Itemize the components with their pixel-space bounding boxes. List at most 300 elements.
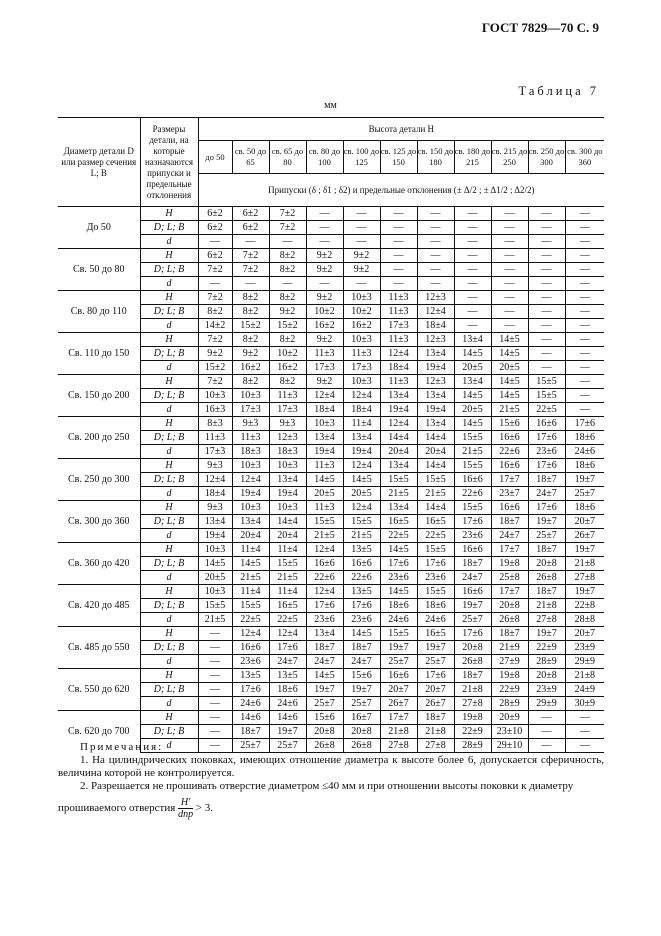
value-cell: — [528,739,565,753]
note-1: 1. На цилиндрических поковках, имеющих отношение диаметра к высоте более 6, допускается сферичность, величина которой не контролируется. [58,754,604,779]
value-cell: 9±2 [306,291,343,305]
value-cell: — [565,207,604,221]
value-cell: 11±3 [232,431,269,445]
value-cell: 15±5 [528,375,565,389]
dimension-symbol: d [140,613,198,627]
value-cell: 12±4 [343,459,380,473]
value-cell: 18±7 [417,711,454,725]
height-range-9: св. 250 до 300 [528,141,565,174]
row-label: Св. 150 до 200 [58,375,140,417]
value-cell: 9±2 [306,333,343,347]
value-cell: 19±8 [491,557,528,571]
value-cell: 20±8 [528,557,565,571]
value-cell: 10±3 [232,459,269,473]
value-cell: 20±7 [565,627,604,641]
value-cell: 21±5 [380,487,417,501]
value-cell: 8±2 [269,333,306,347]
value-cell: 22±5 [380,529,417,543]
value-cell: 15±5 [417,585,454,599]
dimension-symbol: d [140,697,198,711]
height-range-1: св. 50 до 65 [232,141,269,174]
value-cell: — [198,655,232,669]
value-cell: 27±8 [454,697,491,711]
value-cell: — [528,221,565,235]
table-row [58,543,604,557]
value-cell: 25±8 [491,571,528,585]
dimension-symbol: d [140,739,198,753]
value-cell: — [528,235,565,249]
value-cell: 17±7 [491,473,528,487]
value-cell: 12±3 [417,375,454,389]
dimension-symbol: d [140,655,198,669]
value-cell: 23±6 [232,655,269,669]
value-cell: 26±8 [491,613,528,627]
value-cell: 21±5 [269,571,306,585]
value-cell: — [417,235,454,249]
value-cell: 14±5 [491,333,528,347]
value-cell: 14±5 [232,557,269,571]
value-cell: 25±7 [565,487,604,501]
value-cell: 23±6 [306,613,343,627]
dimension-symbol: D; L; B [140,557,198,571]
value-cell: 17±6 [454,515,491,529]
row-label: Св. 50 до 80 [58,249,140,291]
value-cell: 16±7 [343,711,380,725]
value-cell: 29±10 [491,739,528,753]
value-cell: 11±3 [306,501,343,515]
value-cell: 24±6 [232,697,269,711]
value-cell: 19±4 [417,361,454,375]
row-label: Св. 300 до 360 [58,501,140,543]
value-cell: 27±8 [528,613,565,627]
value-cell: 14±4 [380,431,417,445]
table-head [58,118,604,207]
value-cell: 11±4 [269,585,306,599]
col-header-height: Высота детали H [198,118,604,141]
value-cell: 17±7 [491,585,528,599]
value-cell: 19±4 [417,403,454,417]
value-cell: 20±8 [491,599,528,613]
value-cell: 24±9 [565,683,604,697]
value-cell: — [454,305,491,319]
row-label: Св. 250 до 300 [58,459,140,501]
value-cell: 18±7 [528,585,565,599]
value-cell: — [380,263,417,277]
table-row [58,319,604,333]
value-cell: — [565,305,604,319]
value-cell: — [565,739,604,753]
value-cell: — [565,221,604,235]
value-cell: 18±6 [380,599,417,613]
value-cell: — [491,235,528,249]
table-row [58,487,604,501]
value-cell: 21±9 [491,641,528,655]
value-cell: — [417,263,454,277]
value-cell: 11±3 [343,347,380,361]
value-cell: 12±3 [269,431,306,445]
value-cell: — [454,291,491,305]
value-cell: — [565,263,604,277]
table-row [58,333,604,347]
value-cell: — [491,249,528,263]
value-cell: — [565,347,604,361]
value-cell: 14±5 [454,389,491,403]
value-cell: — [198,235,232,249]
value-cell: 10±3 [343,333,380,347]
table-row [58,725,604,739]
value-cell: — [528,207,565,221]
value-cell: 14±5 [343,473,380,487]
table-row [58,613,604,627]
note-2-formula-line [58,797,604,820]
value-cell: 19±7 [565,543,604,557]
dimension-symbol: H [140,333,198,347]
value-cell: 11±4 [232,585,269,599]
value-cell: — [343,277,380,291]
value-cell: 16±5 [417,627,454,641]
value-cell: 14±5 [454,347,491,361]
value-cell: 27±8 [380,739,417,753]
value-cell: 13±4 [232,515,269,529]
value-cell: 12±4 [343,501,380,515]
value-cell: 22±5 [417,529,454,543]
value-cell: 15±5 [417,543,454,557]
value-cell: 11±3 [380,375,417,389]
value-cell: 23±6 [454,529,491,543]
value-cell: — [380,221,417,235]
dimension-symbol: d [140,277,198,291]
value-cell: — [454,319,491,333]
value-cell: 13±4 [198,515,232,529]
table-row [58,291,604,305]
value-cell: 19±7 [528,515,565,529]
value-cell: 12±4 [306,543,343,557]
value-cell: 23±6 [343,613,380,627]
row-label: Св. 360 до 420 [58,543,140,585]
value-cell: 16±5 [269,599,306,613]
value-cell: 26±7 [380,697,417,711]
value-cell: 14±2 [198,319,232,333]
value-cell: 24±7 [343,655,380,669]
value-cell: 25±7 [417,655,454,669]
value-cell: 19±4 [269,487,306,501]
value-cell: — [198,683,232,697]
value-cell: — [528,291,565,305]
value-cell: 16±6 [491,459,528,473]
value-cell: 24±6 [380,613,417,627]
value-cell: — [491,277,528,291]
value-cell: 8±2 [232,305,269,319]
dimension-symbol: D; L; B [140,683,198,697]
table-row [58,571,604,585]
dimension-symbol: D; L; B [140,431,198,445]
value-cell: 11±3 [269,389,306,403]
value-cell: — [380,207,417,221]
value-cell: 11±3 [306,347,343,361]
table-row [58,431,604,445]
value-cell: 14±5 [491,389,528,403]
dimension-symbol: H [140,711,198,725]
value-cell: — [565,249,604,263]
value-cell: 17±6 [269,641,306,655]
value-cell: 15±5 [232,599,269,613]
value-cell: 6±2 [198,207,232,221]
value-cell: — [528,277,565,291]
table-row [58,207,604,221]
value-cell: 28±8 [565,613,604,627]
value-cell: 21±5 [343,529,380,543]
value-cell: 28±9 [528,655,565,669]
value-cell: 13±5 [343,543,380,557]
value-cell: 18±7 [306,641,343,655]
value-cell: 21±8 [417,725,454,739]
value-cell: 18±6 [565,501,604,515]
value-cell: 7±2 [269,207,306,221]
dimension-symbol: d [140,403,198,417]
table-row [58,529,604,543]
value-cell: 14±4 [417,501,454,515]
value-cell: — [565,333,604,347]
value-cell: 7±2 [198,263,232,277]
value-cell: 9±2 [232,347,269,361]
height-range-2: св. 65 до 80 [269,141,306,174]
dimension-symbol: H [140,501,198,515]
value-cell: 20±8 [343,725,380,739]
value-cell: 10±2 [306,305,343,319]
table-row [58,641,604,655]
value-cell: 20±4 [380,445,417,459]
value-cell: — [198,697,232,711]
dimension-symbol: d [140,319,198,333]
value-cell: 11±4 [343,417,380,431]
value-cell: 12±4 [343,389,380,403]
value-cell: 12±4 [417,305,454,319]
value-cell: 25±7 [380,655,417,669]
value-cell: 9±2 [306,263,343,277]
value-cell: 17±6 [528,459,565,473]
value-cell: 12±4 [306,585,343,599]
row-label: Св. 420 до 485 [58,585,140,627]
doc-code: ГОСТ 7829—70 С. 9 [481,20,599,35]
value-cell: 13±4 [417,347,454,361]
dimension-symbol: d [140,487,198,501]
value-cell: 18±6 [565,431,604,445]
value-cell: 18±7 [343,641,380,655]
dimension-symbol: H [140,459,198,473]
value-cell: 19±7 [565,473,604,487]
value-cell: 16±5 [417,515,454,529]
value-cell: 24±6 [565,445,604,459]
value-cell: — [528,725,565,739]
value-cell: 20±5 [454,403,491,417]
value-cell: 17±3 [380,319,417,333]
value-cell: 21±5 [306,529,343,543]
table-row [58,347,604,361]
value-cell: 17±3 [343,361,380,375]
value-cell: 20±4 [269,529,306,543]
dimension-symbol: d [140,529,198,543]
value-cell: 14±4 [417,431,454,445]
note-2-continuation: прошиваемого отверстия [58,802,176,815]
value-cell: — [454,221,491,235]
value-cell: 10±3 [232,389,269,403]
value-cell: — [269,277,306,291]
value-cell: 15±2 [232,319,269,333]
value-cell: 12±3 [417,291,454,305]
value-cell: 24±7 [491,529,528,543]
value-cell: — [528,711,565,725]
fraction-tail: > 3. [195,802,214,814]
value-cell: 10±3 [269,501,306,515]
value-cell: 26±8 [454,655,491,669]
table-row [58,627,604,641]
value-cell: 17±6 [232,683,269,697]
table-row [58,277,604,291]
value-cell: 13±4 [306,431,343,445]
height-range-10: св. 300 до 360 [565,141,604,174]
value-cell: 20±5 [198,571,232,585]
value-cell: 9±3 [198,501,232,515]
value-cell: — [565,375,604,389]
value-cell: — [565,403,604,417]
table-row [58,697,604,711]
value-cell: 23±7 [491,487,528,501]
dimension-symbol: d [140,445,198,459]
value-cell: 21±8 [528,599,565,613]
value-cell: 8±2 [232,333,269,347]
value-cell: 19±4 [232,487,269,501]
value-cell: 19±4 [380,403,417,417]
value-cell: — [565,389,604,403]
value-cell: 14±5 [491,375,528,389]
value-cell: 18±6 [269,683,306,697]
dimension-symbol: D; L; B [140,389,198,403]
value-cell: 13±4 [306,627,343,641]
row-label: Св. 620 до 700 [58,711,140,753]
table-row [58,599,604,613]
value-cell: 17±3 [198,445,232,459]
value-cell: 21±8 [565,557,604,571]
value-cell: 18±7 [454,557,491,571]
value-cell: 10±3 [198,389,232,403]
value-cell: 18±4 [198,487,232,501]
value-cell: 17±6 [454,627,491,641]
value-cell: 26±8 [306,739,343,753]
table-row [58,473,604,487]
note-2: 2. Разрешается не прошивать отверстие диаметром ≤40 мм и при отношении высоты поковки к диаметру [80,780,574,792]
value-cell: 13±4 [417,389,454,403]
units-label: мм [324,100,337,111]
value-cell: 26±8 [343,739,380,753]
value-cell: — [343,235,380,249]
value-cell: 14±4 [269,515,306,529]
value-cell: 18±3 [232,445,269,459]
value-cell: 13±4 [380,459,417,473]
row-label: До 50 [58,207,140,249]
value-cell: 20±7 [380,683,417,697]
value-cell: 10±3 [269,459,306,473]
value-cell: — [380,249,417,263]
value-cell: 24±7 [269,655,306,669]
dimension-symbol: D; L; B [140,599,198,613]
value-cell: 25±7 [343,697,380,711]
value-cell: 28±9 [454,739,491,753]
value-cell: 24±6 [269,697,306,711]
value-cell: 6±2 [198,221,232,235]
value-cell: — [198,627,232,641]
value-cell: — [528,305,565,319]
table-row [58,403,604,417]
value-cell: 16±6 [491,501,528,515]
dimension-symbol: D; L; B [140,305,198,319]
value-cell: 10±3 [343,375,380,389]
dimension-symbol: D; L; B [140,221,198,235]
value-cell: — [417,207,454,221]
value-cell: 10±3 [232,501,269,515]
height-range-0: до 50 [198,141,232,174]
value-cell: 6±2 [198,249,232,263]
value-cell: 25±7 [528,529,565,543]
value-cell: 14±4 [417,459,454,473]
dimension-symbol: D; L; B [140,515,198,529]
value-cell: 7±2 [198,333,232,347]
table-row [58,683,604,697]
value-cell: 7±2 [232,263,269,277]
value-cell: 27±9 [491,655,528,669]
value-cell: 6±2 [232,207,269,221]
value-cell: 13±4 [380,389,417,403]
table-row [58,375,604,389]
dimension-symbol: D; L; B [140,473,198,487]
value-cell: 14±5 [343,627,380,641]
value-cell: 23±9 [565,641,604,655]
value-cell: 10±3 [198,543,232,557]
value-cell: 21±5 [198,613,232,627]
dimension-symbol: H [140,627,198,641]
value-cell: — [528,249,565,263]
dimension-symbol: D; L; B [140,641,198,655]
value-cell: 20±7 [565,515,604,529]
value-cell: — [306,277,343,291]
value-cell: 17±3 [269,403,306,417]
value-cell: 11±3 [380,291,417,305]
value-cell: 6±2 [232,221,269,235]
table-row [58,263,604,277]
value-cell: 10±3 [198,585,232,599]
col-header-dimensions: Размеры детали, на которые назначаются припуски и предельные отклонения [140,118,198,207]
value-cell: 29±9 [528,697,565,711]
table-row [58,417,604,431]
value-cell: 9±2 [198,347,232,361]
value-cell: 20±9 [491,711,528,725]
value-cell: 12±4 [380,347,417,361]
value-cell: 21±5 [454,445,491,459]
notes [58,741,604,820]
value-cell: 14±5 [380,585,417,599]
value-cell: 19±4 [306,445,343,459]
value-cell: — [528,319,565,333]
value-cell: 14±5 [306,669,343,683]
value-cell: — [491,207,528,221]
value-cell: — [198,277,232,291]
dimension-symbol: H [140,207,198,221]
dimension-symbol: d [140,235,198,249]
value-cell: 18±7 [528,473,565,487]
value-cell: 22±6 [306,571,343,585]
dimension-symbol: H [140,585,198,599]
value-cell: 19±7 [269,725,306,739]
value-cell: — [417,277,454,291]
